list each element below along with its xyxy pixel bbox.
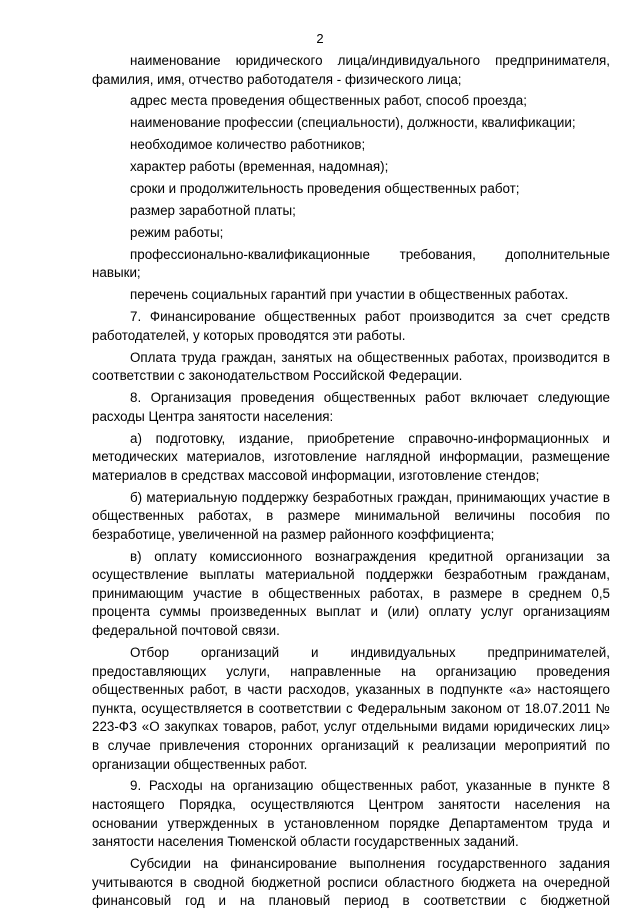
paragraph: Отбор организаций и индивидуальных предпринимателей, предоставляющих услуги, направленные на организацию проведения общественных работ, в части расходов, указанных в подпункте «а» настоящего пункта, осуществляется в соответствии с Федеральным законом от 18.07.2011 № 223-ФЗ «О закупках товаров, работ, услуг отдельными видами юридических лиц» в случае привлечения сторонних организаций к реализации мероприятий по организации общественных работ.	[92, 644, 610, 772]
paragraph: б) материальную поддержку безработных граждан, принимающих участие в общественных работах, в размере минимальной величины пособия по безработице, увеличенной на размер районного коэффициента;	[92, 489, 610, 542]
paragraph: режим работы;	[130, 224, 224, 240]
page-number: 2	[316, 31, 324, 46]
paragraph: перечень социальных гарантий при участии в общественных работах.	[130, 287, 569, 303]
paragraph: характер работы (временная, надомная);	[130, 159, 389, 175]
paragraph: 9. Расходы на организацию общественных работ, указанные в пункте 8 настоящего Порядка, осуществляются Центром занятости населения на основании утвержденных в установленном порядке Департаментом труда и занятости населения Тюменской области государственных заданий.	[92, 778, 610, 850]
document-body	[92, 52, 610, 914]
paragraph: Субсидии на финансирование выполнения государственного задания учитываются в сводной бюджетной росписи областного бюджета на очередной финансовый год и на плановый период в соответствии с бюджетной	[92, 856, 610, 909]
paragraph: необходимое количество работников;	[130, 137, 366, 153]
paragraph: наименование профессии (специальности), должности, квалификации;	[130, 115, 576, 131]
paragraph: в) оплату комиссионного вознаграждения кредитной организации за осуществление выплаты материальной поддержки безработным гражданам, принимающим участие в общественных работах, в размере в среднем 0,5 процента суммы произведенных выплат и (или) оплату услуг организациям федеральной почтовой связи.	[92, 548, 610, 639]
paragraph: 7. Финансирование общественных работ производится за счет средств работодателей, у которых проводятся эти работы.	[92, 309, 610, 343]
paragraph: а) подготовку, издание, приобретение справочно-информационных и методических материалов, изготовление наглядной информации, размещение материалов в средствах массовой информации, изготовление стендов;	[92, 430, 610, 483]
paragraph: размер заработной платы;	[130, 202, 296, 218]
paragraph: наименование юридического лица/индивидуального предпринимателя, фамилия, имя, отчество работодателя - физического лица;	[92, 53, 610, 87]
paragraph: профессионально-квалификационные требования, дополнительные навыки;	[92, 246, 610, 281]
paragraph: 8. Организация проведения общественных работ включает следующие расходы Центра занятости населения:	[92, 390, 610, 424]
paragraph: Оплата труда граждан, занятых на общественных работах, производится в соответствии с законодательством Российской Федерации.	[92, 349, 610, 384]
paragraph: сроки и продолжительность проведения общественных работ;	[130, 181, 520, 197]
paragraph: адрес места проведения общественных работ, способ проезда;	[130, 93, 527, 109]
